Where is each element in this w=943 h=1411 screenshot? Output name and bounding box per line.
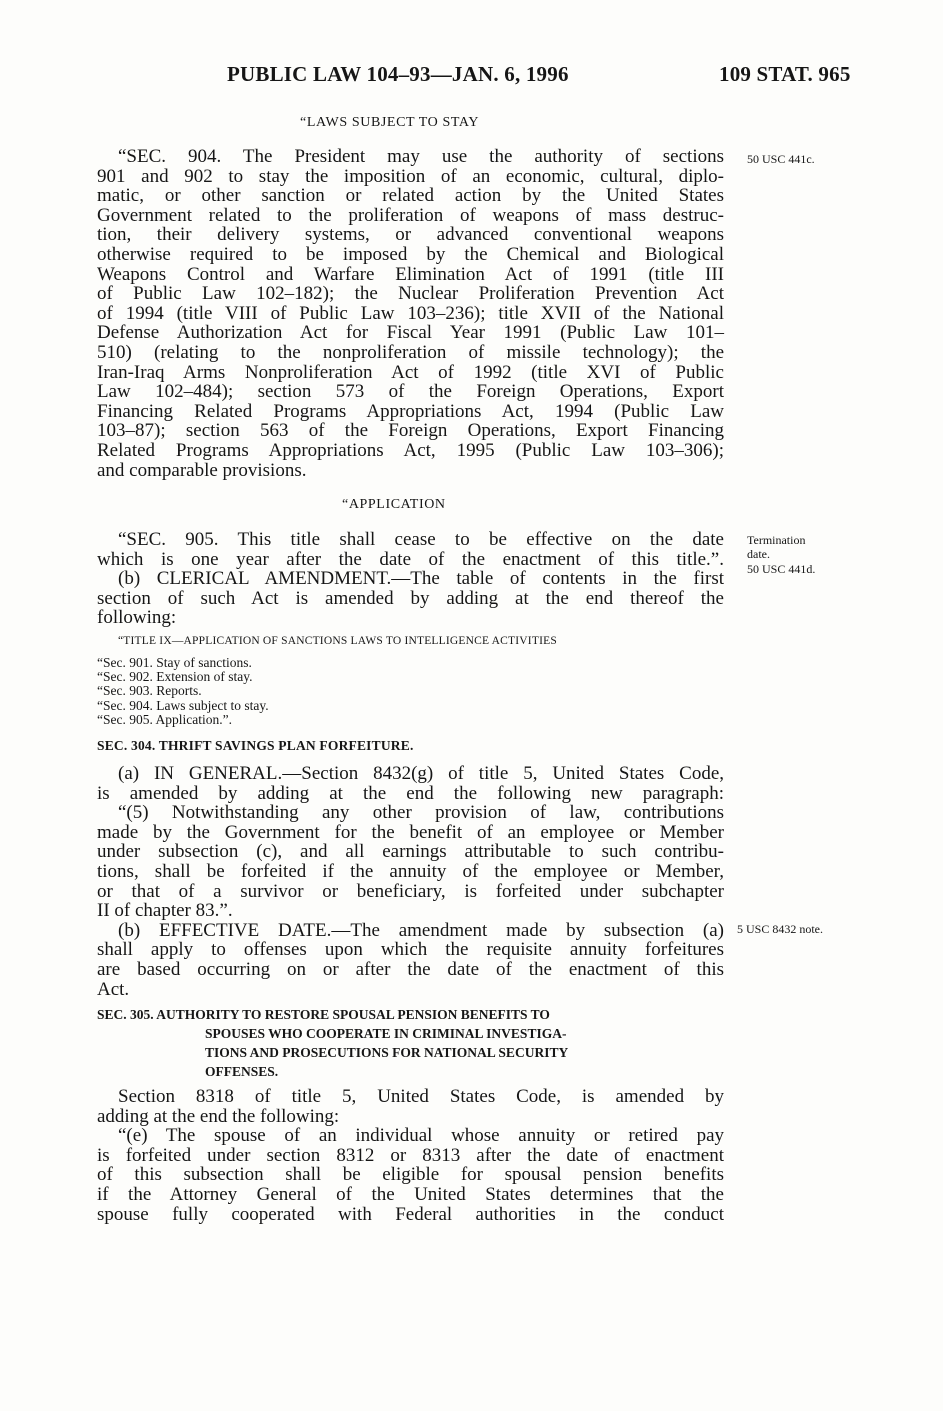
text-line: are based occurring on or after the date of the enactment of this <box>97 958 724 980</box>
text-line: (a) IN GENERAL.—Section 8432(g) of title 5, United States Code, <box>118 763 724 784</box>
sec-305-text <box>97 1087 724 1224</box>
toc-list <box>97 656 269 727</box>
margin-note-date: date. <box>747 547 770 561</box>
text-line: Iran-Iraq Arms Nonproliferation Act of 1992 (title XVI of Public <box>97 361 724 383</box>
toc-item: “Sec. 901. Stay of sanctions. <box>97 655 252 670</box>
sec-304-text <box>97 764 724 999</box>
margin-note-50-usc-441c: 50 USC 441c. <box>747 152 815 166</box>
text-line: shall apply to offenses upon which the requisite annuity forfeitures <box>97 939 724 961</box>
text-line: matic, or other sanction or related action by the United States <box>97 185 724 207</box>
text-line: Government related to the proliferation of weapons of mass destruc- <box>97 204 724 226</box>
text-line: spouse fully cooperated with Federal authorities in the conduct <box>97 1203 724 1225</box>
toc-item: “Sec. 902. Extension of stay. <box>97 669 253 685</box>
heading-application: “APPLICATION <box>342 497 446 512</box>
text-line: or that of a survivor or beneficiary, is forfeited under subchapter <box>97 880 724 902</box>
text-line: Defense Authorization Act for Fiscal Year 1991 (Public Law 101– <box>97 322 724 344</box>
text-line: Weapons Control and Warfare Elimination Act of 1991 (title III <box>97 263 724 285</box>
sec-305-title-line: TIONS AND PROSECUTIONS FOR NATIONAL SECURITY <box>205 1045 569 1060</box>
margin-note-termination: Termination <box>747 533 806 547</box>
text-line: of this subsection shall be eligible for spousal pension benefits <box>97 1164 724 1186</box>
running-head-law: PUBLIC LAW 104–93—JAN. 6, 1996 <box>227 62 569 86</box>
sec-305-title-line: SEC. 305. AUTHORITY TO RESTORE SPOUSAL PENSION BENEFITS TO <box>97 1007 550 1022</box>
text-line: Act. <box>97 978 130 1000</box>
text-line: is forfeited under section 8312 or 8313 after the date of enactment <box>97 1144 724 1166</box>
text-line: Related Programs Appropriations Act, 1995 (Public Law 103–306); <box>97 439 724 461</box>
text-line: of Public Law 102–182); the Nuclear Proliferation Prevention Act <box>97 283 724 305</box>
toc-item: “Sec. 903. Reports. <box>97 683 202 699</box>
text-line: following: <box>97 607 177 629</box>
text-line: 901 and 902 to stay the imposition of an economic, cultural, diplo- <box>97 165 724 187</box>
text-line: made by the Government for the benefit of an employee or Member <box>97 821 724 843</box>
text-line: 103–87); section 563 of the Foreign Operations, Export Financing <box>97 420 724 442</box>
text-line: “(5) Notwithstanding any other provision of law, contributions <box>118 802 724 824</box>
text-line: tions, shall be forfeited if the annuity of the employee or Member, <box>97 860 724 882</box>
text-line: tion, their delivery systems, or advanced conventional weapons <box>97 224 724 246</box>
toc-item: “Sec. 904. Laws subject to stay. <box>97 697 269 713</box>
sec-905-text <box>97 530 724 628</box>
text-line: “SEC. 905. This title shall cease to be effective on the date <box>118 529 724 550</box>
sec-904-text <box>97 147 724 480</box>
text-line: Law 102–484); section 573 of the Foreign Operations, Export <box>97 381 724 403</box>
margin-note-50-usc-441d: 50 USC 441d. <box>747 562 816 576</box>
toc-item: “Sec. 905. Application.”. <box>97 711 232 727</box>
text-line: of 1994 (title VIII of Public Law 103–236); title XVII of the National <box>97 302 724 324</box>
text-line: under subsection (c), and all earnings attributable to such contribu- <box>97 841 724 863</box>
text-line: “(e) The spouse of an individual whose annuity or retired pay <box>118 1125 724 1147</box>
text-line: which is one year after the date of the enactment of this title.”. <box>97 548 724 570</box>
text-line: II of chapter 83.”. <box>97 900 233 922</box>
sec-305-title-line: OFFENSES. <box>205 1064 279 1079</box>
text-line: Financing Related Programs Appropriations Act, 1994 (Public Law <box>97 400 724 422</box>
text-line: and comparable provisions. <box>97 459 307 481</box>
text-line: is amended by adding at the end the following new paragraph: <box>97 782 724 804</box>
sec-305-title <box>97 1005 568 1081</box>
heading-laws-subject-to-stay: “LAWS SUBJECT TO STAY <box>300 115 480 130</box>
sec-305-title-line: SPOUSES WHO COOPERATE IN CRIMINAL INVESTIGA- <box>205 1026 567 1041</box>
text-line: “SEC. 904. The President may use the authority of sections <box>118 146 724 167</box>
text-line: Section 8318 of title 5, United States Code, is amended by <box>118 1086 724 1107</box>
text-line: if the Attorney General of the United States determines that the <box>97 1183 724 1205</box>
text-line: adding at the end the following: <box>97 1105 340 1127</box>
sec-304-title: SEC. 304. THRIFT SAVINGS PLAN FORFEITURE. <box>97 738 414 753</box>
text-line: (b) CLERICAL AMENDMENT.—The table of contents in the first <box>118 568 724 590</box>
text-line: section of such Act is amended by adding at the end thereof the <box>97 587 724 609</box>
running-head-stat-page: 109 STAT. 965 <box>719 62 851 86</box>
text-line: otherwise required to be imposed by the Chemical and Biological <box>97 243 724 265</box>
text-line: (b) EFFECTIVE DATE.—The amendment made by subsection (a) <box>118 919 724 941</box>
toc-title: “TITLE IX—APPLICATION OF SANCTIONS LAWS TO INTELLIGENCE ACTIVITIES <box>118 635 557 647</box>
text-line: 510) (relating to the nonproliferation of missile technology); the <box>97 341 724 363</box>
margin-note-5-usc-8432: 5 USC 8432 note. <box>737 922 824 936</box>
